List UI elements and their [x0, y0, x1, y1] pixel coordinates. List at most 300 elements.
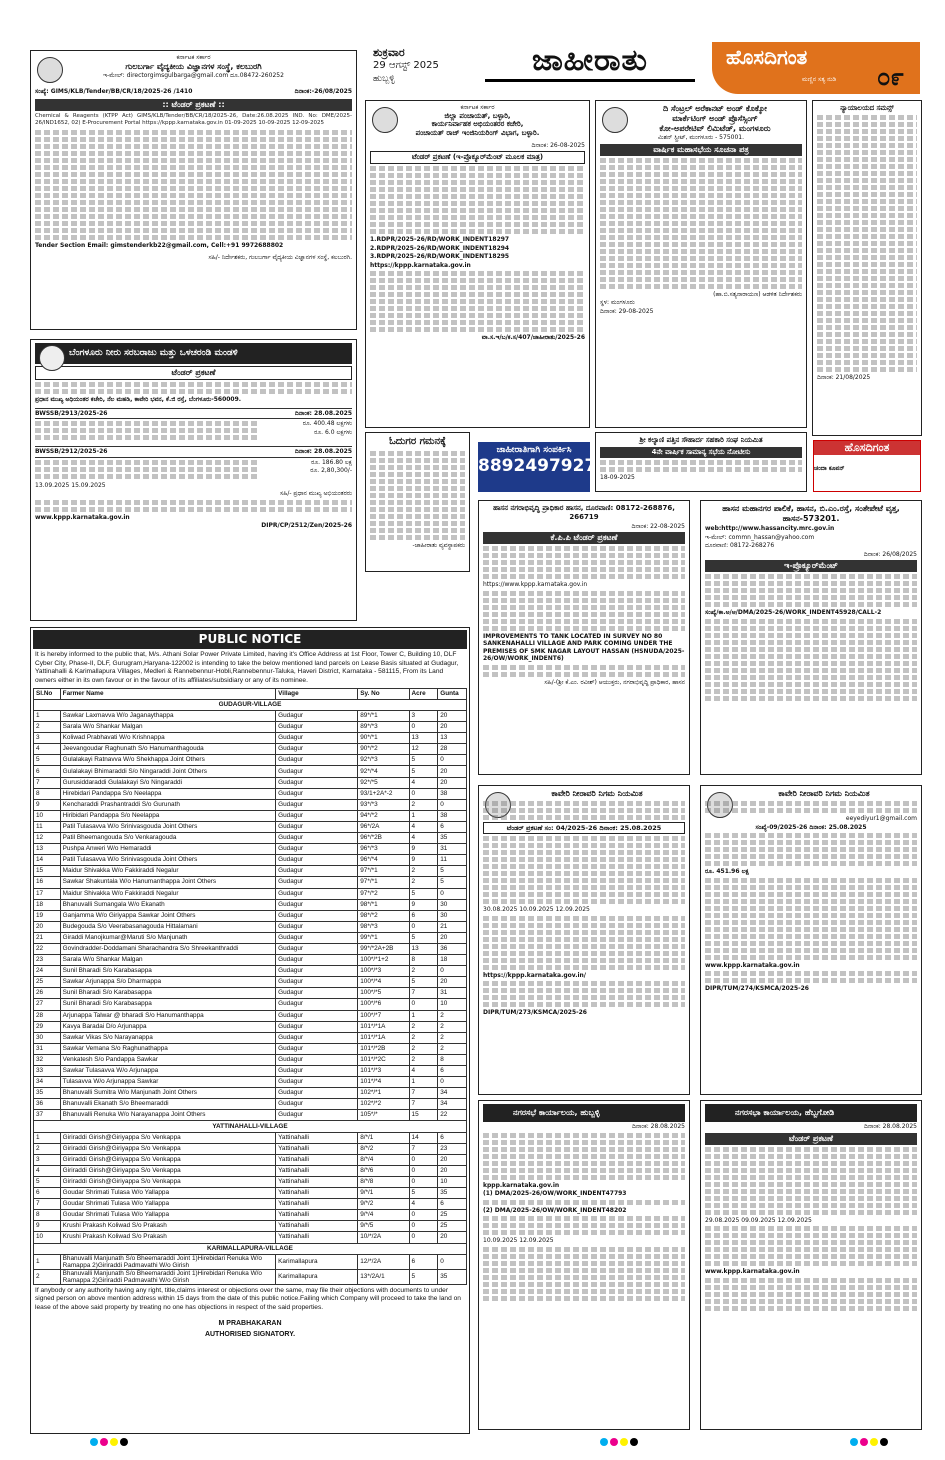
ad-org-name: ನಗರಸಭಾ ಕಾರ್ಯಾಲಯ, ಹೆಬ್ಬಗೋಡಿ	[705, 1104, 917, 1122]
table-row	[34, 1154, 467, 1165]
table-cell: Gudagur	[276, 888, 358, 899]
hassan-uda-tender-ad	[478, 500, 690, 775]
table-cell: 5	[409, 755, 438, 766]
ad-org-name: ಮಾರ್ಕೆಟಿಂಗ್ ಅಂಡ್ ಪ್ರೊಸೆಸ್ಸಿಂಗ್	[672, 114, 758, 123]
campco-logo-icon	[602, 107, 628, 133]
table-cell: Sawkar Vikas S/o Narayanappa	[60, 1032, 275, 1043]
table-row	[34, 966, 467, 977]
ad-org-line: ಕಾರ್ಯನಿರ್ವಾಹಕ ಅಭಿಯಂತರರ ಕಚೇರಿ,	[431, 120, 524, 129]
table-row	[34, 999, 467, 1010]
table-cell: 6	[438, 1132, 467, 1143]
table-row	[34, 833, 467, 844]
table-cell: 6	[438, 1199, 467, 1210]
table-cell: 0	[438, 966, 467, 977]
table-cell: Gudagur	[276, 977, 358, 988]
table-cell: Sunil Bharadi S/o Karabasappa	[60, 999, 275, 1010]
logo-tagline: ಮಣ್ಣಿನ ಸತ್ಯ ನುಡಿ	[802, 76, 837, 83]
table-cell: 89*/*3	[358, 722, 409, 733]
table-cell: 2	[438, 1021, 467, 1032]
table-cell: 8/*/8	[358, 1176, 409, 1187]
table-cell: 8/*/2	[358, 1143, 409, 1154]
table-cell: 28	[34, 1010, 61, 1021]
page-number: ೦೯	[877, 63, 904, 91]
ad-date: ದಿನಾಂಕ: 29-08-2025	[600, 307, 654, 315]
table-row	[34, 855, 467, 866]
table-cell: Gudagur	[276, 711, 358, 722]
table-cell: Gulalakayi Bhimaraddi S/o Ningaraddi Joint Others	[60, 766, 275, 777]
table-cell: 99*/*1	[358, 932, 409, 943]
kni-tender-ad-1	[478, 785, 690, 1095]
table-cell: Gudagur	[276, 1077, 358, 1088]
table-cell: 93/1+2A*-2	[358, 788, 409, 799]
table-cell: 2	[409, 1032, 438, 1043]
table-header-cell: Sy. No	[358, 688, 409, 699]
table-cell: 2	[438, 1032, 467, 1043]
table-cell: Sawkar Shakuntala W/o Hanumanthappa Joint Others	[60, 877, 275, 888]
hassan-mc-tender-ad	[700, 500, 922, 775]
table-cell: 2	[409, 1054, 438, 1065]
table-cell: 25	[438, 1221, 467, 1232]
table-cell: Yattinahalli	[276, 1221, 358, 1232]
table-cell: 98*/*2	[358, 910, 409, 921]
table-cell: 5	[409, 977, 438, 988]
table-cell: 13	[34, 844, 61, 855]
table-cell: Gudagur	[276, 1032, 358, 1043]
table-cell: Koliwad Prabhavati W/o Krishnappa	[60, 733, 275, 744]
table-cell: Karimallapura	[276, 1254, 358, 1269]
table-row	[34, 877, 467, 888]
signatory-name: M PRABHAKARAN	[218, 1320, 282, 1328]
ad-code: DIPR/TUM/274/KSMCA/2025-26	[705, 985, 809, 992]
table-cell: Giriraddi Girish@Giriyappa S/o Venkappa	[60, 1132, 275, 1143]
table-cell: 1	[409, 1077, 438, 1088]
table-cell: 35	[34, 1088, 61, 1099]
table-cell: Kavya Baradai D/o Arjunappa	[60, 1021, 275, 1032]
table-row	[34, 921, 467, 932]
table-cell: 33	[34, 1066, 61, 1077]
hubli-cmc-tender-ad	[478, 1100, 690, 1430]
ad-code: ವಾ.ಸ.ಇ/ಬ/ಕ.ಸ/407/ಜಾಹೀರಾತು/2025-26	[481, 334, 585, 341]
table-cell: 92*/*5	[358, 777, 409, 788]
table-cell: 0	[409, 1221, 438, 1232]
table-cell: 7	[34, 777, 61, 788]
subscription-coupon	[813, 440, 921, 492]
newspaper-logo	[712, 42, 920, 94]
table-row	[34, 799, 467, 810]
table-cell: 9	[34, 799, 61, 810]
table-cell: Ganjamma W/o Giriyappa Sawkar Joint Others	[60, 910, 275, 921]
ad-website: www.kppp.karnataka.gov.in	[705, 1268, 800, 1275]
subscription-brand: ಹೊಸದಿಗಂತ	[814, 441, 920, 455]
table-cell: 20	[438, 1232, 467, 1243]
table-cell: Krushi Prakash Koliwad S/o Prakash	[60, 1221, 275, 1232]
table-row	[34, 788, 467, 799]
table-cell: Gudagur	[276, 1088, 358, 1099]
court-notice-ad	[812, 100, 922, 436]
table-cell: Bhanuvalli Renuka W/o Narayanappa Joint Others	[60, 1110, 275, 1121]
table-cell: 5	[409, 1188, 438, 1199]
table-header-cell: Gunta	[438, 688, 467, 699]
table-cell: 94*/*2	[358, 810, 409, 821]
ad-date: ದಿನಾಂಕ: 28.08.2025	[632, 1123, 685, 1130]
table-cell: Giraddi Manojkumar@Maruti S/o Manjunath	[60, 932, 275, 943]
ad-website: www.kppp.karnataka.gov.in	[705, 961, 800, 969]
ad-dates: 10.09.2025 12.09.2025	[483, 1237, 554, 1244]
table-section-row	[34, 1243, 467, 1254]
table-cell: Gudagur	[276, 1021, 358, 1032]
table-cell: Gudagur	[276, 777, 358, 788]
ad-org-name: ನಗರಸಭೆ ಕಾರ್ಯಾಲಯ, ಹುಬ್ಬಳ್ಳಿ	[483, 1104, 685, 1122]
table-header-cell: Village	[276, 688, 358, 699]
table-cell: Gudagur	[276, 1010, 358, 1021]
table-cell: Bhanuvalli Manjunath S/o Bheemaraddi Joint 1)Hirebidari Renuka W/o Ramappa 2)Giriraddi Padmavathi W/o Girish	[60, 1254, 275, 1269]
table-cell: 101*/*1A	[358, 1032, 409, 1043]
table-row	[34, 955, 467, 966]
table-cell: Arjunappa Talwar @ bharadi S/o Hanumanthappa	[60, 1010, 275, 1021]
table-row	[34, 910, 467, 921]
table-cell: 0	[438, 888, 467, 899]
ad-date: ದಿನಾಂಕ: 26-08-2025	[531, 141, 585, 149]
table-cell: 36	[438, 943, 467, 954]
table-cell: 19	[34, 910, 61, 921]
table-cell: Goudar Shrimati Tulasa W/o Yallappa	[60, 1210, 275, 1221]
table-cell: 38	[438, 788, 467, 799]
gov-emblem-icon	[37, 57, 63, 83]
table-cell: 28	[438, 744, 467, 755]
table-cell: Gudagur	[276, 1054, 358, 1065]
table-cell: Yattinahalli	[276, 1154, 358, 1165]
table-cell: 35	[438, 1269, 467, 1284]
table-row	[34, 766, 467, 777]
table-row	[34, 1254, 467, 1269]
table-cell: 100*/*3	[358, 966, 409, 977]
table-cell: Sawkar Tulasavva W/o Arjunappa	[60, 1066, 275, 1077]
table-cell: Maidur Shivakka W/o Fakkiraddi Negalur	[60, 866, 275, 877]
ad-dates: 29.08.2025 09.09.2025 12.09.2025	[705, 1216, 812, 1224]
table-cell: Yattinahalli	[276, 1165, 358, 1176]
table-cell: 102*/*1	[358, 1088, 409, 1099]
ad-place: ಸ್ಥಳ: ಮಂಗಳೂರು	[600, 299, 635, 306]
ad-signature: ಸಹಿ/-(ಶ್ರೀ ಕೆ.ಎಂ. ರವೀಶ್) ಆಯುಕ್ತರು, ನಗರಾಭಿವೃದ್ಧಿ ಪ್ರಾಧಿಕಾರ, ಹಾಸನ	[544, 678, 685, 686]
table-cell: 2	[438, 1010, 467, 1021]
table-cell: 99*/*2A+2B	[358, 943, 409, 954]
table-row	[34, 1099, 467, 1110]
table-cell: 14	[409, 1132, 438, 1143]
table-cell: Bhanuvalli Sumangala W/o Ekanath	[60, 899, 275, 910]
table-cell: 100*/*4	[358, 977, 409, 988]
table-row	[34, 1054, 467, 1065]
table-cell: 2	[409, 799, 438, 810]
table-cell: 0	[438, 1254, 467, 1269]
table-cell: 7	[34, 1199, 61, 1210]
ad-phone: ದೂರವಾಣಿ: 08172-268276	[705, 542, 775, 549]
ad-banner: :: ಟೆಂಡರ್ ಪ್ರಕಟಣೆ ::	[35, 99, 352, 111]
ad-code: DIPR/TUM/273/KSMCA/2025-26	[483, 1009, 587, 1017]
table-cell: Yattinahalli	[276, 1232, 358, 1243]
table-cell: 3	[34, 733, 61, 744]
table-cell: Yattinahalli	[276, 1176, 358, 1187]
table-cell: 21	[34, 932, 61, 943]
table-cell: 102*/*2	[358, 1099, 409, 1110]
table-cell: 96*/*2B	[358, 833, 409, 844]
table-cell: 6	[409, 1254, 438, 1269]
table-cell: 12	[34, 833, 61, 844]
table-cell: Gudagur	[276, 810, 358, 821]
print-color-marks	[850, 1438, 888, 1446]
table-cell: 10	[438, 1176, 467, 1187]
table-cell: 2	[409, 866, 438, 877]
table-cell: Patil Bheemangouda S/o Venkaragouda	[60, 833, 275, 844]
ad-ref-number: BWSSB/2912/2025-26	[35, 448, 108, 456]
table-cell: 4	[409, 821, 438, 832]
table-cell: Bhanuvalli Sumitra W/o Manjunath Joint Others	[60, 1088, 275, 1099]
table-cell: Gudagur	[276, 1066, 358, 1077]
ad-org-name: ಹಾಸನ ಮಹಾನಗರ ಪಾಲಿಕೆ, ಹಾಸನ, ಬಿ.ಎಂ.ರಸ್ತೆ, ಸಂತೇಪೇಟೆ ವೃತ್ತ, ಹಾಸನ-573201.	[722, 504, 900, 523]
table-cell: 31	[34, 1043, 61, 1054]
table-cell: 23	[34, 955, 61, 966]
table-cell: 36	[34, 1099, 61, 1110]
ad-gov-label: ಕರ್ನಾಟಕ ಸರ್ಕಾರ	[460, 104, 495, 111]
table-cell: 34	[438, 1088, 467, 1099]
table-cell: Gudagur	[276, 955, 358, 966]
readers-notice-footer: -ಜಾಹೀರಾತು ವ್ಯವಸ್ಥಾಪಕರು	[412, 541, 465, 549]
table-cell: 101*/*4	[358, 1077, 409, 1088]
table-cell: 9/*/5	[358, 1221, 409, 1232]
table-row	[34, 844, 467, 855]
masthead-city: ಹುಬ್ಬಳ್ಳಿ	[373, 74, 395, 84]
table-cell: Gudagur	[276, 744, 358, 755]
table-cell: 97*/*1	[358, 877, 409, 888]
table-cell: Gudagur	[276, 855, 358, 866]
table-header-cell: Farmer Name	[60, 688, 275, 699]
table-cell: Gudagur	[276, 999, 358, 1010]
table-row	[34, 1110, 467, 1121]
table-cell: 11	[34, 821, 61, 832]
table-cell: Giriraddi Girish@Giriyappa S/o Venkappa	[60, 1143, 275, 1154]
ad-banner: ಟೆಂಡರ್ ಪ್ರಕಟಣೆ	[705, 1133, 917, 1145]
table-row	[34, 1077, 467, 1088]
ad-amount: ರೂ. 186.80 ಲಕ್ಷ	[311, 458, 352, 466]
table-cell: Sarala W/o Shankar Malgan	[60, 722, 275, 733]
table-row	[34, 1132, 467, 1143]
table-cell: Hirebidari Pandappa S/o Neelappa	[60, 788, 275, 799]
table-cell: 4	[34, 1165, 61, 1176]
table-cell: Karimallapura	[276, 1269, 358, 1284]
bwssb-tender-ad	[30, 339, 357, 621]
bellary-tender-ad	[365, 100, 590, 428]
table-cell: Gudagur	[276, 932, 358, 943]
table-cell: Maidur Shivakka W/o Fakkiraddi Negalur	[60, 888, 275, 899]
ad-amount: ರೂ. 400.48 ಲಕ್ಷಗಳು	[302, 420, 352, 428]
table-row	[34, 1143, 467, 1154]
table-cell: 22	[438, 1110, 467, 1121]
print-color-marks	[90, 1438, 128, 1446]
table-cell: Patil Tulasavva W/o Srinivasgouda Joint Others	[60, 855, 275, 866]
ad-banner: ಇ-ಪ್ರೊಕ್ಯೂರ್‌ಮೆಂಟ್	[705, 560, 917, 572]
kni-tender-ad-2	[700, 785, 922, 1095]
ad-org-name: ಗುಲಬರ್ಗಾ ವೈದ್ಯಕೀಯ ವಿಜ್ಞಾನಗಳ ಸಂಸ್ಥೆ, ಕಲಬುರಗಿ	[125, 61, 262, 71]
table-cell: 8	[34, 1210, 61, 1221]
table-row	[34, 810, 467, 821]
table-cell: 96*/2A	[358, 821, 409, 832]
advertise-phone: 8892497927	[478, 456, 597, 477]
table-section-row	[34, 699, 467, 710]
table-cell: 0	[409, 999, 438, 1010]
table-cell: 4	[409, 833, 438, 844]
table-cell: Patil Tulasavva W/o Srinivasgouda Joint Others	[60, 821, 275, 832]
table-cell: 2	[409, 1021, 438, 1032]
table-cell: 25	[438, 1210, 467, 1221]
ad-work-description: IMPROVEMENTS TO TANK LOCATED IN SURVEY NO 80 SANKENAHALLI VILLAGE AND PARK COMING UNDER THE PREMISES OF SMK NAGAR LAYOUT HASSAN (HSNUDA/2025-26/OW/WORK_INDENT6)	[483, 632, 685, 662]
ad-ref-number: BWSSB/2913/2025-26	[35, 409, 108, 417]
table-cell: Gurusiddaraddi Gulalakayi S/o Ningaraddi	[60, 777, 275, 788]
ad-org-name: ಬೆಂಗಳೂರು ನೀರು ಸರಬರಾಜು ಮತ್ತು ಒಳಚರಂಡಿ ಮಂಡಳಿ	[35, 343, 352, 364]
logo-name: ಹೊಸದಿಗಂತ	[726, 45, 808, 69]
table-cell: 5	[438, 877, 467, 888]
ad-org-line: ಜಿಲ್ಲಾ ಪಂಚಾಯತ್, ಬಳ್ಳಾರಿ,	[444, 111, 511, 120]
ad-date: ದಿನಾಂಕ: 28.08.2025	[864, 1123, 917, 1130]
ad-banner: ವಾರ್ಷಿಕ ಮಹಾಸಭೆಯ ಸೂಚನಾ ಪತ್ರ	[600, 144, 802, 156]
table-cell: Gudagur	[276, 799, 358, 810]
table-cell: 9	[409, 899, 438, 910]
table-cell: Pushpa Anweri W/o Hemaraddi	[60, 844, 275, 855]
table-cell: 1	[34, 1132, 61, 1143]
table-cell: 12	[409, 744, 438, 755]
table-cell: 34	[34, 1077, 61, 1088]
table-cell: 90*/*1	[358, 733, 409, 744]
table-cell: 105*/*	[358, 1110, 409, 1121]
table-row	[34, 1176, 467, 1187]
table-row	[34, 1232, 467, 1243]
table-cell: 30	[438, 910, 467, 921]
gims-tender-ad	[30, 50, 357, 330]
table-cell: 1	[34, 1254, 61, 1269]
table-cell: Govindradder-Doddamani Sharachandra S/o Shreekanthraddi	[60, 943, 275, 954]
table-cell: 2	[409, 1043, 438, 1054]
table-cell: 100*/*5	[358, 988, 409, 999]
table-cell: 8	[409, 955, 438, 966]
table-cell: 12/*/2A	[358, 1254, 409, 1269]
table-cell: 16	[34, 877, 61, 888]
table-cell: 13	[438, 733, 467, 744]
table-row	[34, 711, 467, 722]
table-cell: 100*/*1+2	[358, 955, 409, 966]
table-row	[34, 977, 467, 988]
table-cell: 0	[409, 1232, 438, 1243]
table-cell: 5	[409, 932, 438, 943]
table-cell: Gudagur	[276, 910, 358, 921]
village-section-title: KARIMALLAPURA-VILLAGE	[34, 1243, 467, 1254]
table-cell: 13	[409, 943, 438, 954]
table-cell: 96*/*4	[358, 855, 409, 866]
table-cell: 97*/*2	[358, 888, 409, 899]
table-cell: 13*/2A/1	[358, 1269, 409, 1284]
table-cell: 35	[438, 833, 467, 844]
ad-code: DIPR/CP/2512/Zen/2025-26	[261, 522, 352, 530]
table-cell: 20	[438, 722, 467, 733]
table-cell: 8/*/1	[358, 1132, 409, 1143]
table-cell: Sawkar Laxmavva W/o Jaganaythappa	[60, 711, 275, 722]
table-cell: 18	[34, 899, 61, 910]
table-cell: 8	[438, 1054, 467, 1065]
table-cell: Kencharaddi Prashantraddi S/o Gurunath	[60, 799, 275, 810]
signatory-designation: AUTHORISED SIGNATORY.	[204, 1331, 296, 1339]
ad-amount: ರೂ. 451.96 ಲಕ್ಷ	[705, 868, 749, 875]
table-cell: 14	[34, 855, 61, 866]
table-cell: 6	[34, 766, 61, 777]
table-row	[34, 777, 467, 788]
ad-ref-number: ಸಂಖ್ಯೆ/ಕಾ.ಅ/ಆ/DMA/2025-26/WORK_INDENT45928/CALL-2	[705, 609, 882, 616]
advertise-contact-box	[478, 442, 597, 492]
gov-emblem-icon	[372, 107, 398, 133]
table-cell: 5	[409, 1269, 438, 1284]
ad-website: web:http://www.hassancity.mrc.gov.in	[705, 525, 835, 532]
table-cell: 92*/*4	[358, 766, 409, 777]
table-cell: 89*/*1	[358, 711, 409, 722]
table-cell: 20	[438, 1154, 467, 1165]
public-notice-intro: It is hereby informed to the public that, M/s. Athani Solar Power Private Limited, having it's Office Address at 1st Floor, Tower C, Building 10, DLF Cyber City, Phase-II, DLF, Gurugram,Haryana-122002 is intending to take the below mentioned land parcels on Lease Basis situated at Gudagur, Yattinahalli & Karimallapura Villages, Medleri & Rannebennur-Hobli,Rannebennur-Taluka, Haveri District, Karnataka - 581115, From its Land owners either in its own favour or in the favour of its affiliates/subsidiary or any of its nominee.	[35, 651, 459, 685]
ad-email: ಇ-ಮೇಲ್: commn_hassan@yahoo.com	[705, 533, 815, 541]
ad-indent: 1.RDPR/2025-26/RD/WORK_INDENT18297	[370, 236, 510, 243]
table-cell: 92*/*3	[358, 755, 409, 766]
table-row	[34, 1032, 467, 1043]
ad-address: ಮಿಶನ್ ಸ್ಟ್ರೀಟ್, ಮಂಗಳೂರು - 575001.	[658, 134, 744, 141]
table-cell: Goudar Shrimati Tulasa W/o Yallappa	[60, 1199, 275, 1210]
table-cell: Gudagur	[276, 943, 358, 954]
table-row	[34, 1010, 467, 1021]
section-title: ಜಾಹೀರಾತು	[485, 42, 695, 82]
table-cell: 4	[409, 777, 438, 788]
table-cell: Sunil Bharadi S/o Karabasappa	[60, 988, 275, 999]
table-cell: Sawkar Arjunappa S/o Dharmappa	[60, 977, 275, 988]
table-cell: 0	[438, 1077, 467, 1088]
ad-org-name: ಶ್ರೀ ಕಲ್ಯಾಣಿ ಪತ್ತಿನ ಸೌಹಾರ್ದ ಸಹಕಾರಿ ಸಂಘ ನಿಯಮಿತ	[639, 436, 763, 444]
table-cell: 2	[34, 722, 61, 733]
table-section-row	[34, 1121, 467, 1132]
table-cell: 20	[438, 1165, 467, 1176]
table-cell: 5	[409, 888, 438, 899]
print-color-marks	[600, 1438, 638, 1446]
table-cell: 13	[409, 733, 438, 744]
table-row	[34, 1066, 467, 1077]
table-cell: 9	[34, 1221, 61, 1232]
table-cell: 0	[409, 1210, 438, 1221]
table-cell: 6	[409, 910, 438, 921]
campco-agm-ad	[595, 100, 807, 428]
readers-notice-title: ಓದುಗರ ಗಮನಕ್ಕೆ	[389, 436, 446, 447]
ad-signature: ಸಹಿ/- ನಿರ್ದೇಶಕರು, ಗುಲಬರ್ಗಾ ವೈದ್ಯಕೀಯ ವಿಜ್ಞಾನಗಳ ಸಂಸ್ಥೆ, ಕಲಬುರಗಿ.	[208, 253, 352, 261]
ad-website: www.kppp.karnataka.gov.in	[35, 513, 130, 521]
table-cell: 0	[409, 788, 438, 799]
table-cell: 22	[34, 943, 61, 954]
table-cell: 30	[34, 1032, 61, 1043]
table-cell: 7	[409, 988, 438, 999]
table-cell: 7	[409, 1088, 438, 1099]
ad-dates: 30.08.2025 10.09.2025 12.09.2025	[483, 906, 590, 914]
village-section-title: GUDAGUR-VILLAGE	[34, 699, 467, 710]
table-cell: 0	[409, 1165, 438, 1176]
table-cell: 2	[34, 1269, 61, 1284]
table-cell: Yattinahalli	[276, 1143, 358, 1154]
table-cell: 93*/*3	[358, 799, 409, 810]
table-cell: 7	[409, 1143, 438, 1154]
ad-org-name: ದಿ ಸೆಂಟ್ರಲ್ ಅರೆಕಾನಟ್ ಅಂಡ್ ಕೊಕ್ಕೋ	[663, 104, 767, 113]
table-cell: 0	[438, 755, 467, 766]
ad-email: ಇ-ಮೇಲ್: directorgimsgulbarga@gmail.com ದೂ.08472-260252	[103, 71, 284, 79]
table-cell: Gudagur	[276, 833, 358, 844]
public-notice-title: PUBLIC NOTICE	[33, 630, 467, 649]
table-cell: Giriraddi Girish@Giriyappa S/o Venkappa	[60, 1154, 275, 1165]
